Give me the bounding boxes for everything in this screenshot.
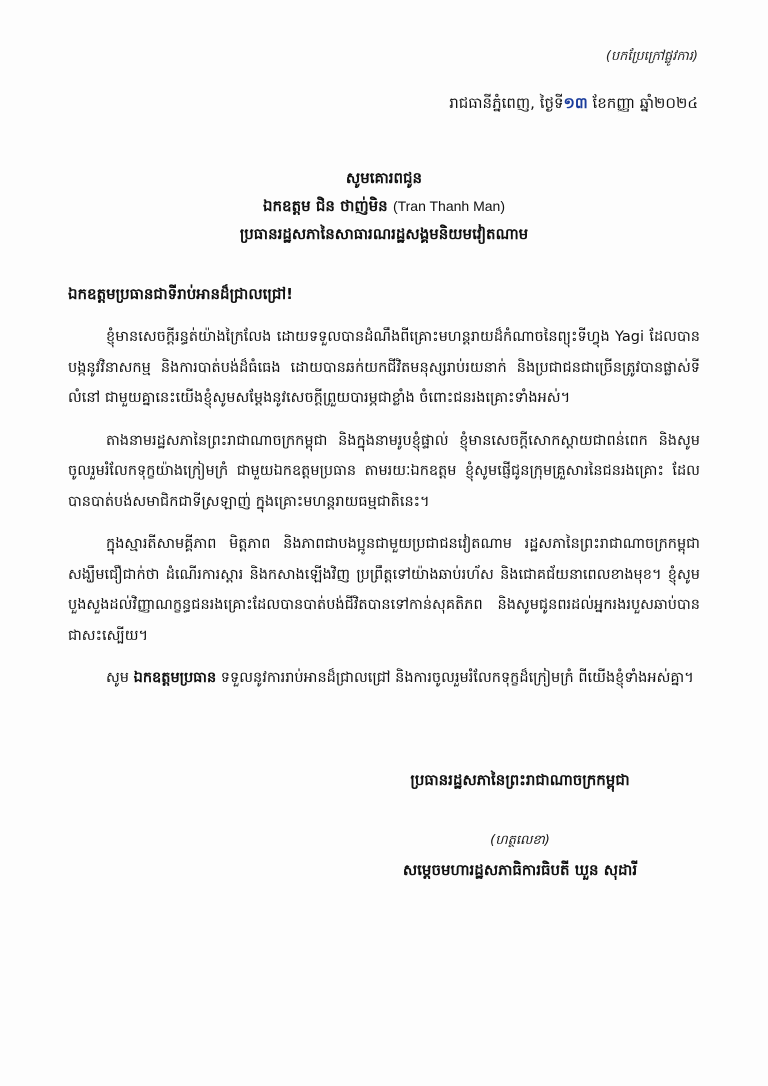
addressee-name-latin: (Tran Thanh Man): [392, 198, 505, 214]
paragraph-4-suffix: ទទួលនូវការរាប់អានដ៏ជ្រាលជ្រៅ និងការចូលរួមរំលែកទុក្ខដ៏ក្រៀមក្រំ ពីយើងខ្ញុំទាំងអស់គ្នា។: [216, 670, 694, 686]
dateline-day: ១៣: [563, 94, 588, 112]
addressee-name: ឯកឧត្តម ជិន ថាញ់មិន: [263, 197, 388, 215]
paragraph-4: [68, 663, 700, 694]
addressee-position: ប្រធានរដ្ឋសភានៃសាធារណរដ្ឋសង្គមនិយមវៀតណាម: [239, 225, 529, 243]
paragraph-3: ក្នុងស្មារតីសាមគ្គីភាព មិត្តភាព និងភាពជាបងប្អូនជាមួយប្រជាជនវៀតណាម រដ្ឋសភានៃព្រះរាជាណាចក្រកម្ពុជាសង្ឃឹមជឿជាក់ថា ដំណើរការស្តារ និងកសាងឡើងវិញ ប្រព្រឹត្តទៅយ៉ាងឆាប់រហ័ស និងជោគជ័យនាពេលខាងមុខ។ ខ្ញុំសូមបួងសួងដល់វិញ្ញាណក្ខន្ធជនរងគ្រោះដែលបានបាត់បង់ជីវិតបានទៅកាន់សុគតិភព និងសូមជូនពរដល់អ្នករងរបួសឆាប់បានជាសះស្បើយ។: [68, 536, 700, 644]
letter-body: [68, 322, 700, 706]
paragraph-4-honorific: ឯកឧត្តមប្រធាន: [133, 670, 217, 686]
signed-mark: (ហត្ថលេខា): [490, 833, 550, 848]
dateline-suffix: ខែកញ្ញា ឆ្នាំ២០២៤: [587, 94, 698, 112]
signatory-title: ប្រធានរដ្ឋសភានៃព្រះរាជាណាចក្រកម្ពុជា: [410, 771, 630, 789]
addressee-name-line: [0, 192, 768, 220]
salutation: ឯកឧត្តមប្រធានជាទីរាប់អានដ៏ជ្រាលជ្រៅ!: [68, 285, 293, 303]
dateline: [449, 94, 698, 116]
dateline-prefix: រាជធានីភ្នំពេញ, ថ្ងៃទី: [449, 94, 564, 112]
signatory-name: សម្តេចមហារដ្ឋសភាធិការធិបតី ឃួន សុដារី: [402, 861, 638, 879]
unofficial-translation-note: (បកប្រែក្រៅផ្លូវការ): [605, 49, 698, 64]
paragraph-1: ខ្ញុំមានសេចក្តីរន្ធត់យ៉ាងក្រៃលែង ដោយទទួលបានដំណឹងពីគ្រោះមហន្តរាយដ៏កំណាចនៃព្យុះទីហ្វុង Yagi ដែលបានបង្កនូវវិនាសកម្ម និងការបាត់បង់ដ៏ធំធេង ដោយបានឆក់យកជីវិតមនុស្សរាប់រយនាក់ និងប្រជាជនជាច្រើនត្រូវបានផ្លាស់ទីលំនៅ ជាមួយគ្នានេះយើងខ្ញុំសូមសម្តែងនូវសេចក្តីព្រួយបារម្ភជាខ្លាំង ចំពោះជនរងគ្រោះទាំងអស់។: [68, 329, 700, 406]
addressee-greeting: សូមគោរពជូន: [345, 169, 423, 187]
paragraph-2: តាងនាមរដ្ឋសភានៃព្រះរាជាណាចក្រកម្ពុជា និងក្នុងនាមរូបខ្ញុំផ្ទាល់ ខ្ញុំមានសេចក្តីសោកស្តាយជាពន់ពេក និងសូមចូលរួមរំលែកទុក្ខយ៉ាងក្រៀមក្រំ ជាមួយឯកឧត្តមប្រធាន តាមរយៈឯកឧត្តម ខ្ញុំសូមផ្ញើជូនក្រុមគ្រួសារនៃជនរងគ្រោះ ដែលបានបាត់បង់សមាជិកជាទីស្រឡាញ់ ក្នុងគ្រោះមហន្តរាយធម្មជាតិនេះ។: [68, 432, 700, 510]
addressee-block: [0, 164, 768, 248]
signature-block: [340, 766, 700, 884]
paragraph-4-prefix: សូម: [106, 670, 134, 686]
